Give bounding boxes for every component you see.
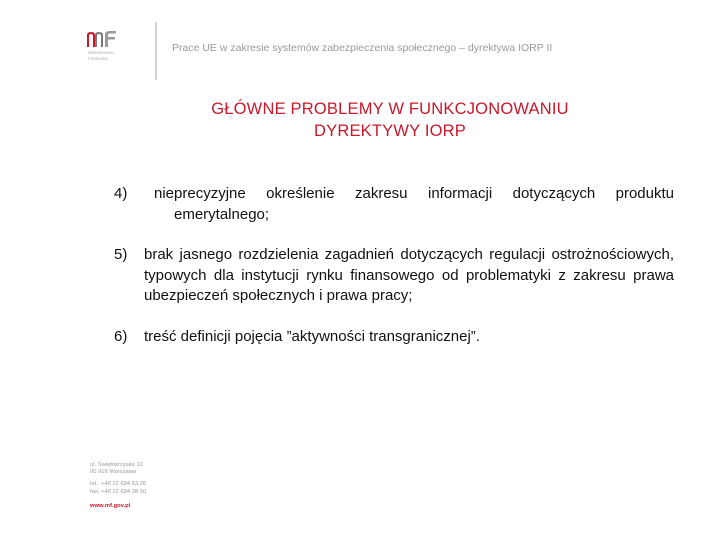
logo-line1: Ministerstwo	[88, 50, 114, 55]
mf-logo-icon	[86, 30, 120, 48]
list-item-number: 4)	[114, 185, 128, 202]
logo-text	[88, 50, 114, 61]
footer-fax: fax: +48 22 694 38 50	[90, 488, 147, 495]
list-item	[114, 327, 674, 348]
header-title: Prace UE w zakresie systemów zabezpieczenia społecznego – dyrektywa IORP II	[172, 42, 553, 54]
logo-line2: Finansów	[88, 55, 108, 61]
problem-list	[114, 184, 674, 347]
footer-contact	[90, 462, 146, 510]
list-item-text: treść definicji pojęcia ”aktywności transgranicznej”.	[144, 327, 480, 345]
list-item-number: 6)	[114, 327, 128, 345]
list-item-number: 5)	[114, 246, 128, 263]
slide-title-line1: GŁÓWNE PROBLEMY W FUNKCJONOWANIU	[211, 100, 569, 118]
header-divider	[155, 22, 157, 80]
list-item	[114, 245, 674, 307]
footer-address-line1: ul. Świętokrzyska 12	[90, 462, 143, 468]
ministry-logo	[86, 30, 146, 66]
list-item-text: brak jasnego rozdzielenia zagadnień dotyczących regulacji ostrożnościowych, typowych dla instytucji rynku finansowego od problematyki z zakresu prawa ubezpieczeń społecznych i prawa pracy;	[144, 246, 674, 304]
footer-address-line2: 00 916 Warszawa	[90, 469, 137, 476]
footer-website-link[interactable]: www.mf.gov.pl	[90, 502, 131, 509]
list-item-text: nieprecyzyjne określenie zakresu informacji dotyczących produktu emerytalnego;	[154, 185, 674, 223]
list-item	[114, 184, 674, 225]
slide-title	[120, 98, 660, 142]
footer-phone: tel.: +48 22 694 53 26	[90, 481, 147, 488]
slide-title-line2: DYREKTYWY IORP	[314, 122, 466, 140]
